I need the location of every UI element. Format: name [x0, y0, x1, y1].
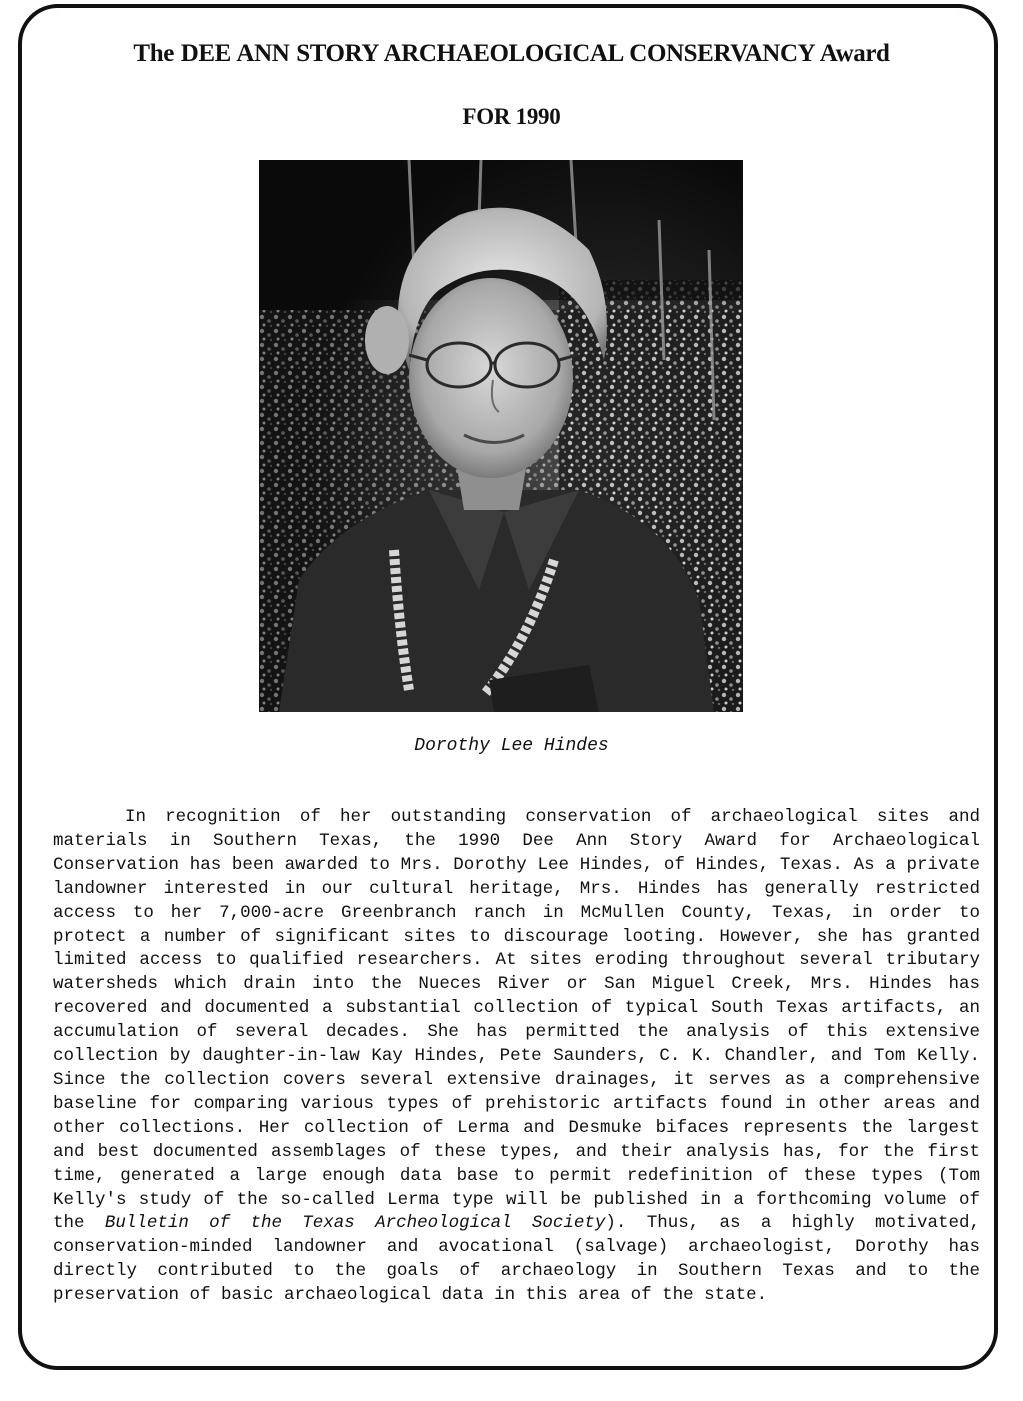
citation-text-part-2: ). Thus, as a highly motivated, conservation-minded landowner and avocational (salvage) archaeologist, Dorothy has directly contributed to the goals of archaeology in Southern Texas and to the preservation of basic archaeological data in this area of the state. — [53, 1213, 980, 1306]
citation-paragraph — [53, 806, 980, 1308]
award-title: The DEE ANN STORY ARCHAEOLOGICAL CONSERVANCY Award — [133, 40, 890, 67]
award-year: FOR 1990 — [462, 104, 561, 129]
journal-title: Bulletin of the Texas Archeological Society — [104, 1213, 606, 1234]
photo-caption: Dorothy Lee Hindes — [414, 736, 609, 756]
portrait-photo — [259, 160, 743, 712]
citation-text-part-1: In recognition of her outstanding conservation of archaeological sites and materials in Southern Texas, the 1990 Dee Ann Story Award for Archaeological Conservation has been awarded to Mrs. Dorothy Lee Hindes, of Hindes, Texas. As a private landowner interested in our cultural heritage, Mrs. Hindes has generally restricted access to her 7,000-acre Greenbranch ranch in McMullen County, Texas, in order to protect a number of significant sites to discourage looting. However, she has granted limited access to qualified researchers. At sites eroding throughout several tributary watersheds which drain into the Nueces River or San Miguel Creek, Mrs. Hindes has recovered and documented a substantial collection of typical South Texas artifacts, an accumulation of several decades. She has permitted the analysis of this extensive collection by daughter-in-law Kay Hindes, Pete Saunders, C. K. Chandler, and Tom Kelly. Since the collection covers several extensive drainages, it serves as a comprehensive baseline for comparing various types of prehistoric artifacts found in other areas and other collections. Her collection of Lerma and Desmuke bifaces represents the largest and best documented assemblages of these types, and their analysis has, for the first time, generated a large enough data base to permit redefinition of these types (Tom Kelly's study of the so-called Lerma type will be published in a forthcoming volume of the — [53, 807, 980, 1234]
